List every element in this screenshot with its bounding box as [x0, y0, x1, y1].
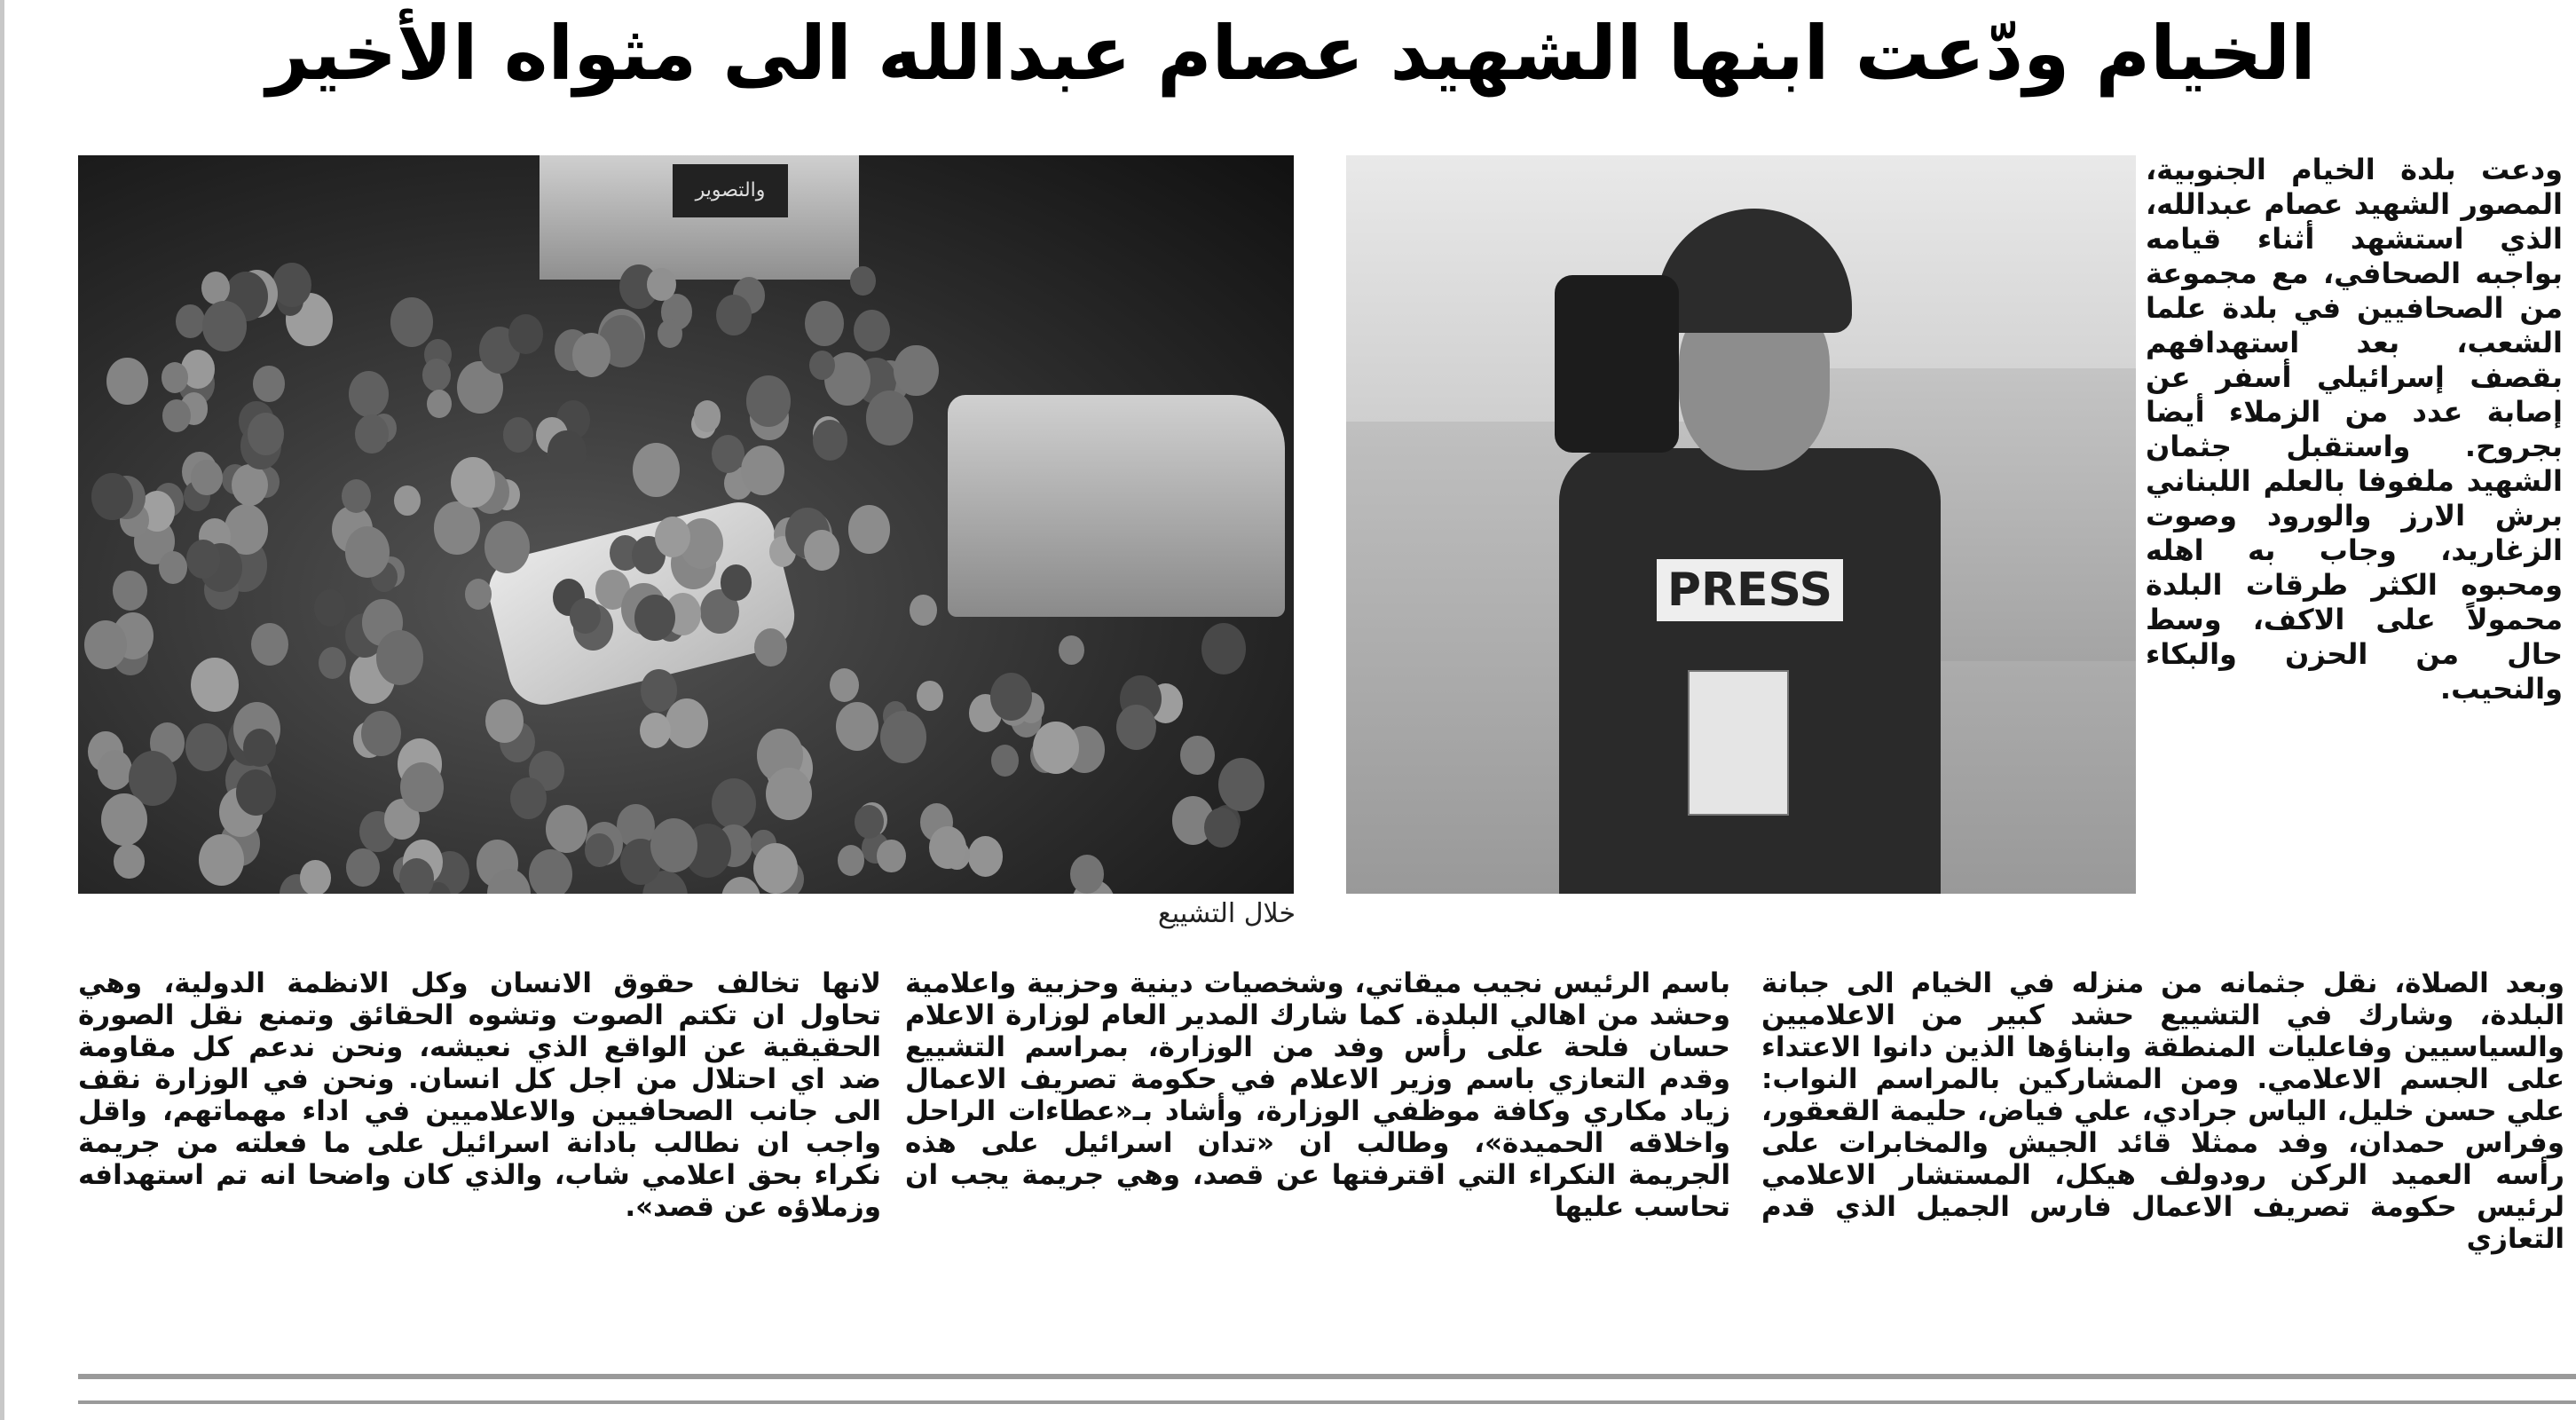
- crowd-person: [199, 834, 244, 886]
- camera: [1555, 275, 1679, 453]
- article-text-intro: ودعت بلدة الخيام الجنوبية، المصور الشهيد عصام عبدالله، الذي استشهد أثناء قيامه بواجبه الصحافي، مع مجموعة من الصحافيين في بلدة علما الشعب، بعد استهدافهم بقصف إسرائيلي أسفر عن إصابة عدد من الزملاء أيضا بجروح. واستقبل جثمان الشهيد ملفوفا بالعلم اللبناني برش الارز والورود وصوت الزغاريد، وجاب به اهله ومحبوه الكثر طرقات البلدة محمولاً على الاكف، وسط حال من الحزن والبكاء والنحيب.: [2146, 153, 2563, 706]
- crowd-person: [634, 595, 675, 641]
- helmet: [1657, 209, 1852, 333]
- crowd-person: [300, 860, 330, 894]
- crowd-person: [529, 849, 572, 894]
- crowd-person: [1116, 705, 1155, 750]
- crowd-person: [485, 699, 524, 743]
- crowd-person: [1180, 736, 1214, 775]
- crowd-person: [251, 623, 288, 666]
- crowd-person: [162, 399, 191, 432]
- bottom-rule-2: [78, 1400, 2576, 1404]
- crowd-person: [186, 540, 220, 579]
- crowd-person: [641, 669, 677, 712]
- crowd-person: [1070, 855, 1104, 894]
- crowd-person: [349, 371, 390, 417]
- crowd-person: [572, 333, 611, 377]
- crowd-person: [106, 358, 147, 405]
- shop-sign: والتصوير: [673, 164, 788, 217]
- crowd-person: [633, 443, 680, 497]
- crowd-person: [854, 310, 890, 351]
- crowd-person: [1218, 758, 1264, 811]
- crowd-person: [236, 769, 276, 816]
- crowd-person: [510, 777, 547, 819]
- funeral-photo: [78, 155, 1294, 894]
- crowd-person: [400, 762, 444, 812]
- article-column-3: [78, 967, 881, 1223]
- crowd-person: [990, 673, 1032, 721]
- crowd-person: [809, 351, 835, 380]
- article-column-1: [1761, 967, 2564, 1255]
- journalist-figure: [1506, 209, 2003, 894]
- crowd-person: [866, 390, 913, 445]
- crowd-person: [716, 295, 752, 335]
- crowd-person: [91, 473, 132, 520]
- headline: الخيام ودّعت ابنها الشهيد عصام عبدالله الى مثواه الأخير: [266, 10, 2316, 97]
- crowd-person: [114, 844, 144, 880]
- crowd-person: [390, 297, 433, 347]
- press-badge: [1688, 670, 1789, 816]
- crowd-person: [830, 668, 859, 702]
- crowd-person: [427, 390, 452, 418]
- crowd-person: [243, 729, 276, 767]
- crowd-person: [176, 304, 205, 338]
- crowd-person: [712, 778, 756, 829]
- crowd-person: [376, 630, 424, 685]
- crowd-person: [399, 858, 434, 894]
- crowd-person: [159, 551, 187, 584]
- crowd-person: [877, 840, 906, 873]
- crowd-person: [361, 711, 400, 756]
- page-edge: [0, 0, 4, 1420]
- crowd-person: [503, 417, 533, 452]
- crowd-person: [272, 263, 311, 308]
- crowd-person: [422, 359, 451, 390]
- article-column-2: [905, 967, 1730, 1223]
- press-label: PRESS: [1657, 559, 1843, 621]
- crowd-person: [647, 268, 675, 301]
- crowd-person: [1201, 623, 1246, 674]
- crowd-person: [394, 485, 421, 517]
- article-text-3: لانها تخالف حقوق الانسان وكل الانظمة الدولية، وهي تحاول ان تكتم الصوت وتشوه الحقائق وتمنع نقل الصورة الحقيقية عن الواقع الذي نعيشه، ونحن ندعم كل مقاومة ضد اي احتلال من اجل كل انسان. ونحن في الوزارة نقف الى جانب الصحافيين والاعلاميين في اداء مهماتهم، واقل واجب ان نطالب بادانة اسرائيل على ما فعلته من جريمة نكراء بحق اعلامي شاب، والذي كان واضحا انه تم استهدافه وزملاؤه عن قصد».: [78, 967, 881, 1223]
- crowd-person: [880, 711, 926, 764]
- article-text-1: وبعد الصلاة، نقل جثمانه من منزله في الخيام الى جبانة البلدة، وشارك في التشييع حشد كبير من الاعلاميين والسياسيين وفاعليات المنطقة وابناؤها الذين دانوا الاعتداء على الجسم الاعلامي. ومن المشاركين بالمراسم النواب: علي حسن خليل، الياس جرادي، علي فياض، حليمة القعقور، وفراس حمدان، وفد ممثلا قائد الجيش والمخابرات على رأسه العميد الركن رودولف هيكل، المستشار الاعلامي لرئيس حكومة تصريف الاعمال فارس الجميل الذي قدم التعازي: [1761, 967, 2564, 1255]
- crowd-person: [434, 501, 480, 554]
- shop-front: [540, 155, 859, 280]
- crowd-person: [753, 843, 798, 894]
- crowd-person: [191, 460, 223, 496]
- crowd-person: [84, 620, 127, 669]
- crowd-person: [191, 658, 238, 712]
- crowd-person: [101, 793, 147, 846]
- crowd-person: [694, 400, 721, 431]
- crowd-person: [805, 301, 844, 346]
- crowd-person: [546, 805, 587, 853]
- crowd-person: [465, 579, 492, 610]
- crowd-person: [202, 301, 246, 351]
- crowd-person: [650, 818, 698, 873]
- crowd-person: [991, 745, 1020, 777]
- crowd-person: [894, 345, 938, 397]
- crowd-person: [585, 833, 613, 866]
- crowd-person: [848, 505, 891, 554]
- crowd-person: [850, 266, 875, 296]
- crowd-person: [248, 413, 284, 455]
- crowd-person: [570, 598, 600, 634]
- crowd-person: [355, 414, 389, 453]
- crowd-person: [185, 723, 227, 771]
- crowd-person: [314, 589, 346, 627]
- crowd-person: [232, 464, 268, 506]
- crowd-person: [838, 845, 864, 876]
- article-column-intro: [2146, 153, 2563, 706]
- article-text-2: باسم الرئيس نجيب ميقاتي، وشخصيات دينية وحزبية واعلامية وحشد من اهالي البلدة. كما شارك المدير العام لوزارة الاعلام حسان فلحة على رأس وفد من الوزارة، بمراسم التشييع وقدم التعازي باسم وزير الاعلام في حكومة تصريف الاعمال زياد مكاري وكافة موظفي الوزارة، وأشاد بـ«عطاءات الراحل واخلاقه الحميدة»، وطالب ان «تدان اسرائيل على هذه الجريمة النكراء التي اقترفتها عن قصد، وهي جريمة يجب ان تحاسب عليها: [905, 967, 1730, 1223]
- crowd-person: [1059, 635, 1084, 665]
- crowd-person: [804, 530, 839, 571]
- van: [948, 395, 1285, 617]
- crowd-person: [917, 681, 943, 711]
- crowd-person: [253, 366, 284, 401]
- crowd-person: [741, 446, 784, 495]
- crowd-person: [319, 647, 346, 679]
- crowd-person: [754, 628, 787, 667]
- crowd-person: [346, 848, 379, 887]
- crowd-person: [712, 435, 744, 473]
- portrait-photo: [1346, 155, 2136, 894]
- crowd-person: [508, 314, 543, 354]
- bottom-rule-1: [78, 1374, 2576, 1379]
- crowd-person: [813, 420, 848, 461]
- crowd-person: [640, 713, 671, 748]
- crowd-person: [968, 836, 1004, 877]
- crowd-person: [484, 521, 530, 573]
- crowd-person: [547, 430, 586, 475]
- crowd-person: [836, 702, 878, 751]
- crowd-person: [161, 362, 188, 393]
- crowd-person: [910, 595, 937, 626]
- crowd-person: [766, 768, 812, 820]
- crowd-person: [451, 457, 495, 508]
- crowd-person: [666, 698, 708, 748]
- crowd-person: [1204, 808, 1239, 848]
- crowd-person: [658, 320, 682, 348]
- crowd-person: [113, 571, 148, 611]
- crowd-person: [746, 375, 791, 426]
- crowd-person: [1033, 722, 1079, 775]
- photo-caption: خلال التشييع: [1157, 898, 1296, 929]
- crowd-person: [342, 479, 371, 513]
- crowd-person: [98, 750, 132, 790]
